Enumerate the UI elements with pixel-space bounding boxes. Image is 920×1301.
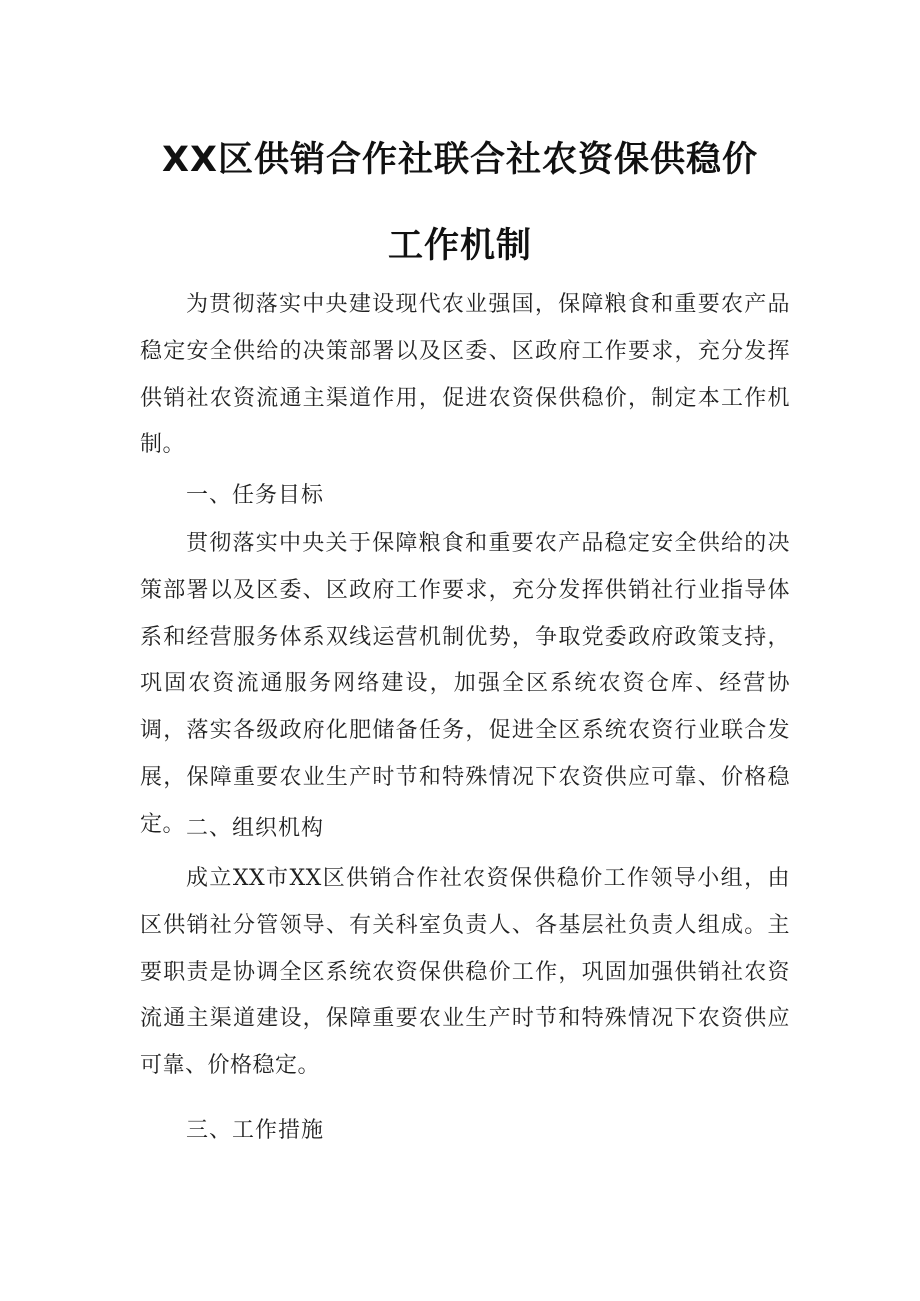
- section-body-organization: 成立XX市XX区供销合作社农资保供稳价工作领导小组，由区供销社分管领导、有关科室负责人、各基层社负责人组成。主要职责是协调全区系统农资保供稳价工作，巩固加强供销社农资流通主渠道建设，保障重要农业生产时节和特殊情况下农资供应可靠、价格稳定。: [140, 866, 790, 1079]
- section-body-task-goals: 贯彻落实中央关于保障粮食和重要农产品稳定安全供给的决策部署以及区委、区政府工作要求，充分发挥供销社行业指导体系和经营服务体系双线运营机制优势，争取党委政府政策支持，巩固农资流通服务网络建设，加强全区系统农资仓库、经营协调，落实各级政府化肥储备任务，促进全区系统农资行业联合发展，保障重要农业生产时节和特殊情况下农资供应可靠、价格稳定。: [140, 531, 790, 837]
- intro-paragraph: 为贯彻落实中央建设现代农业强国，保障粮食和重要农产品稳定安全供给的决策部署以及区委、区政府工作要求，充分发挥供销社农资流通主渠道作用，促进农资保供稳价，制定本工作机制。: [140, 292, 790, 458]
- document-title-line-1: XX区供销合作社联合社农资保供稳价: [162, 140, 758, 180]
- section-heading-task-goals: 一、任务目标: [186, 483, 325, 508]
- document-title-line-2: 工作机制: [387, 226, 532, 266]
- section-heading-work-measures: 三、工作措施: [186, 1118, 325, 1143]
- section-heading-organization: 二、组织机构: [186, 816, 325, 841]
